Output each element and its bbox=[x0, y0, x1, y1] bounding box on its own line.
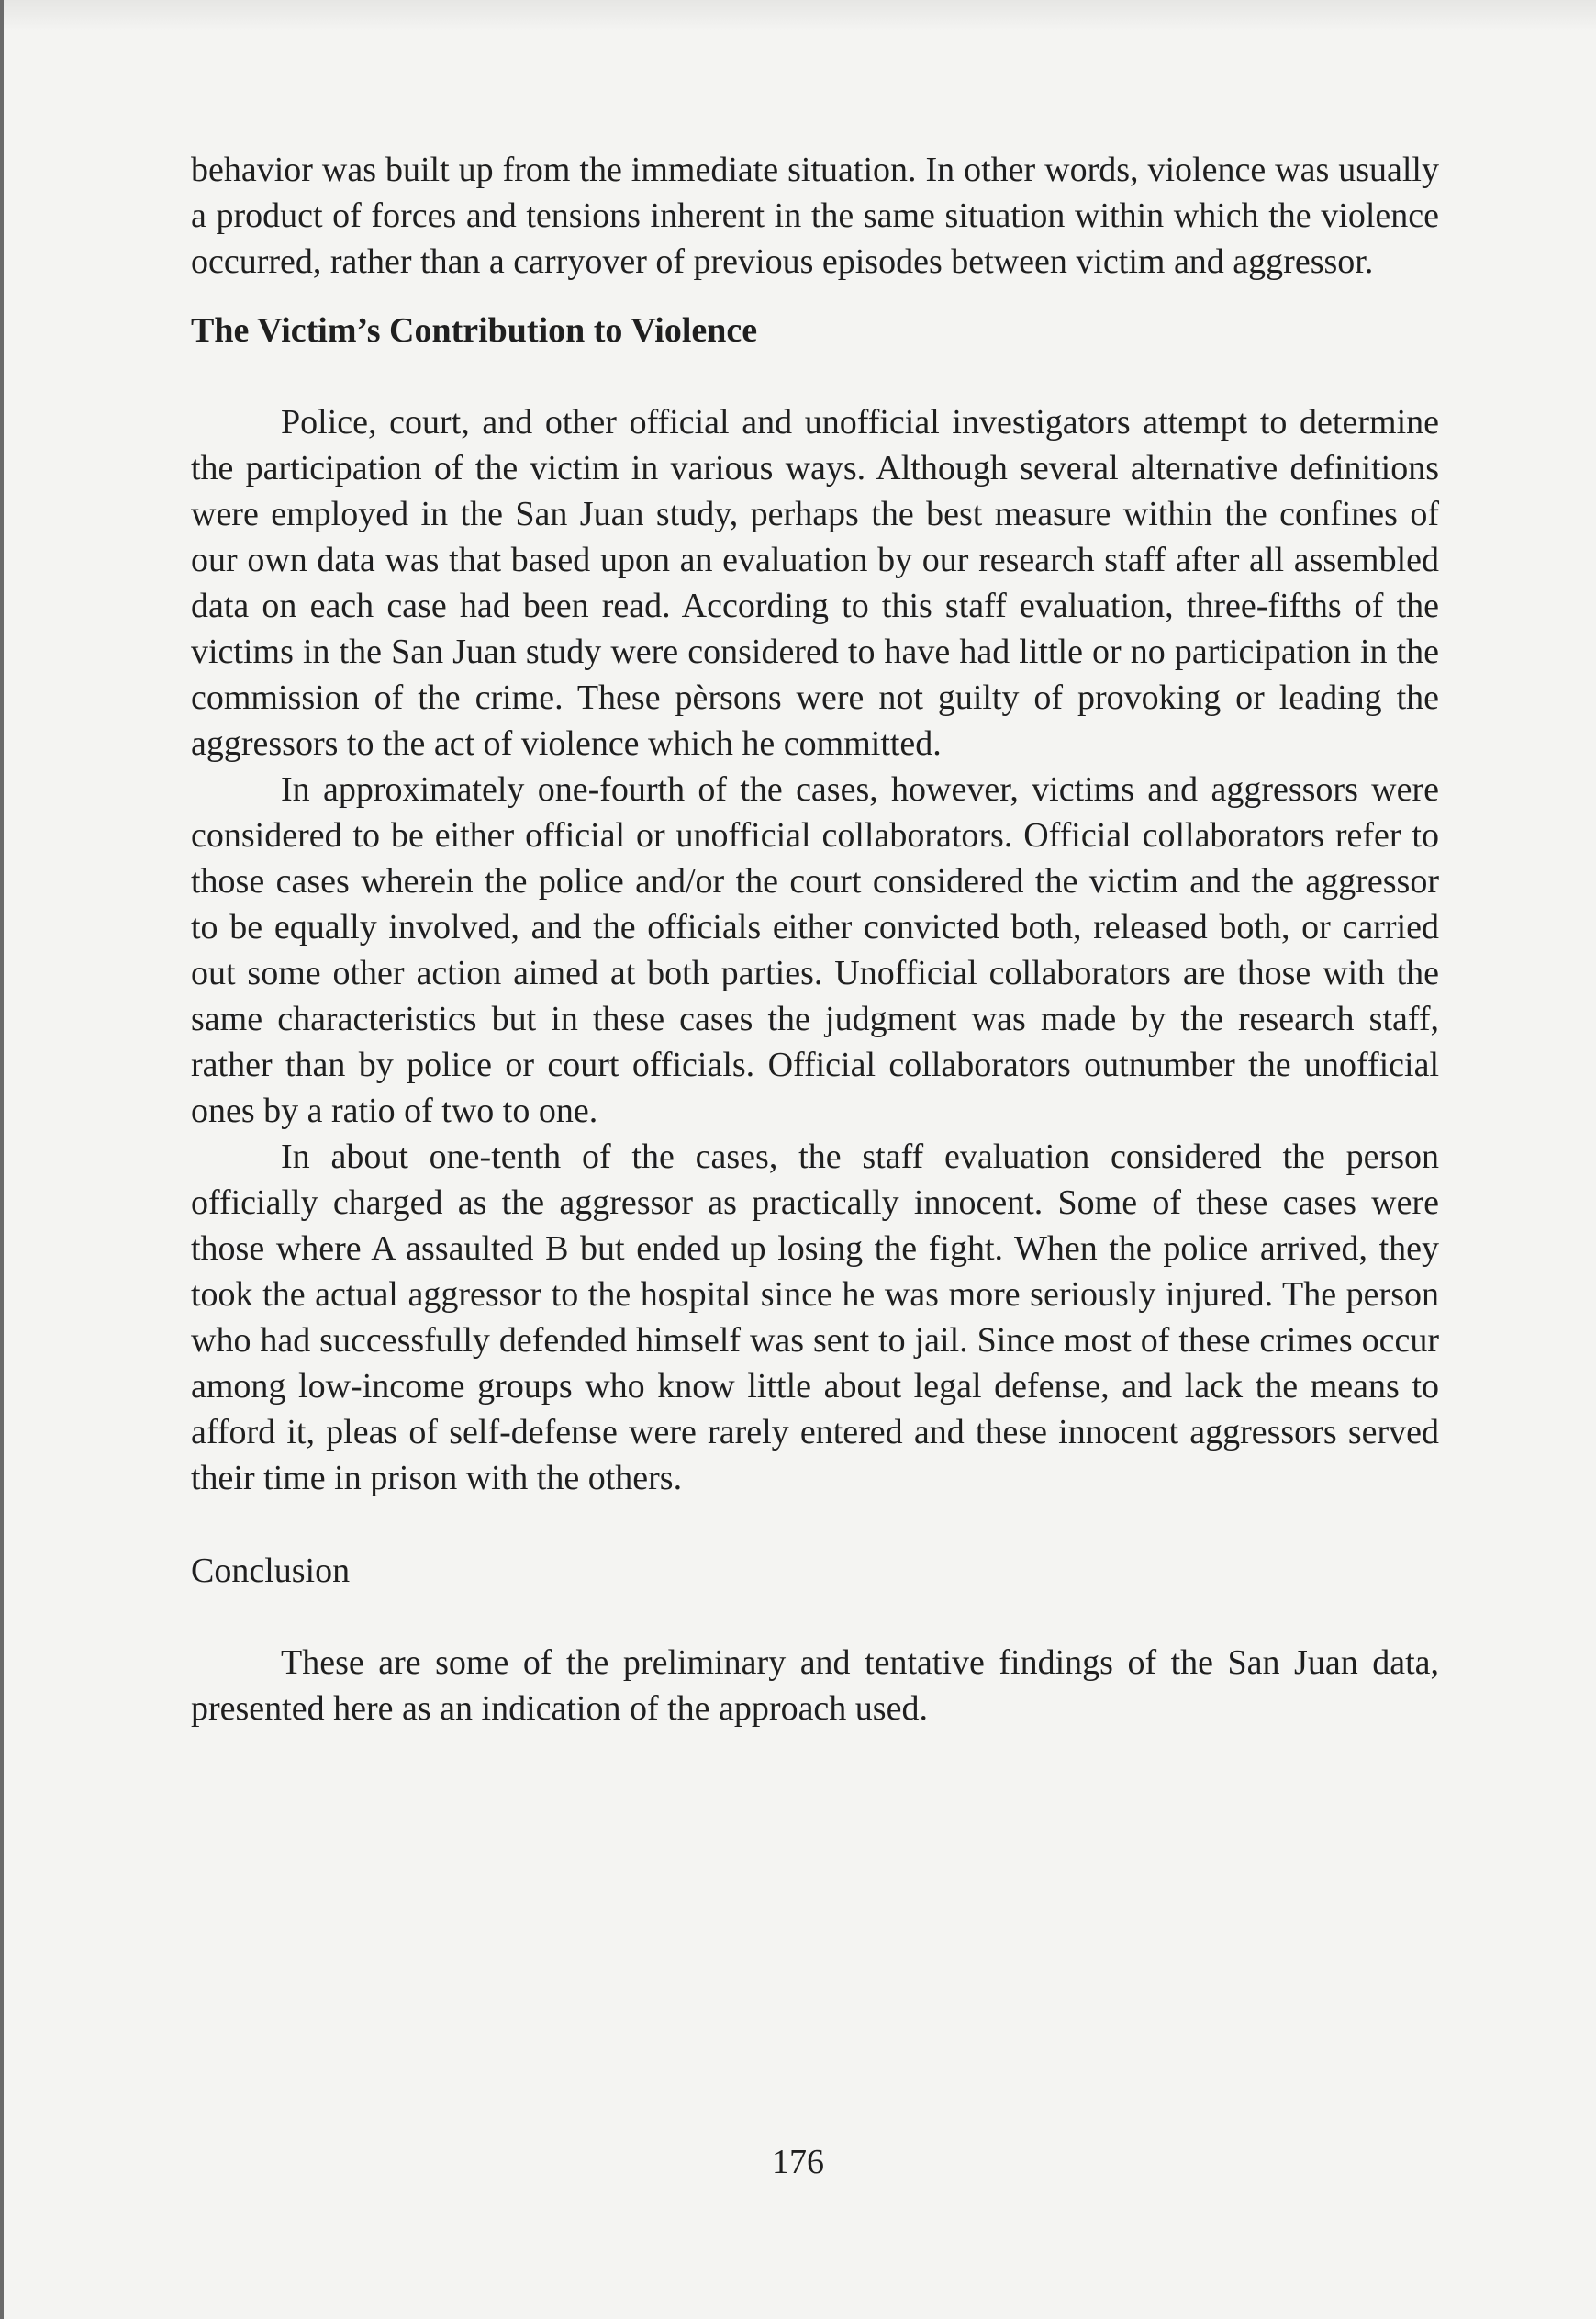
page-left-edge bbox=[0, 0, 4, 2319]
paragraph-conclusion: These are some of the preliminary and tentative findings of the San Juan data, presented here as an indication of the approach used. bbox=[191, 1643, 1439, 1728]
page-body bbox=[191, 147, 1439, 1731]
page-top-edge bbox=[0, 0, 1596, 31]
paragraph-victim-participation: Police, court, and other official and unofficial investigators attempt to determine the participation of the victim in various ways. Although several alternative definitions were employed in the San Juan study, perhaps the best measure within the confines of our own data was that based upon an evaluation by our research staff after all assembled data on each case had been read. According to this staff evaluation, three-fifths of the victims in the San Juan study were considered to have had little or no participation in the commission of the crime. These pèrsons were not guilty of provoking or leading the aggressors to the act of violence which he committed. bbox=[191, 403, 1439, 763]
opening-paragraph: behavior was built up from the immediate situation. In other words, violence was usually a product of forces and tensions inherent in the same situation within which the violence occurred, rather than a carryover of previous episodes between victim and aggressor. bbox=[191, 151, 1439, 281]
section-heading-victim-contribution: The Victim’s Contribution to Violence bbox=[191, 311, 758, 350]
paragraph-innocent-aggressors: In about one-tenth of the cases, the staff evaluation considered the person officially charged as the aggressor as practically innocent. Some of these cases were those where A assaulted B but ended up losing the fight. When the police arrived, they took the actual aggressor to the hospital since he was more seriously injured. The person who had successfully defended himself was sent to jail. Since most of these crimes occur among low-income groups who know little about legal defense, and lack the means to afford it, pleas of self-defense were rarely entered and these innocent aggressors served their time in prison with the others. bbox=[191, 1137, 1439, 1497]
paragraph-collaborators: In approximately one-fourth of the cases, however, victims and aggressors were considered to be either official or unofficial collaborators. Official collaborators refer to those cases wherein the police and/or the court considered the victim and the aggressor to be equally involved, and the officials either convicted both, released both, or carried out some other action aimed at both parties. Unofficial collaborators are those with the same characteristics but in these cases the judgment was made by the research staff, rather than by police or court officials. Official collaborators outnumber the unofficial ones by a ratio of two to one. bbox=[191, 770, 1439, 1130]
section-heading-conclusion: Conclusion bbox=[191, 1552, 351, 1590]
page-number: 176 bbox=[772, 2143, 824, 2181]
